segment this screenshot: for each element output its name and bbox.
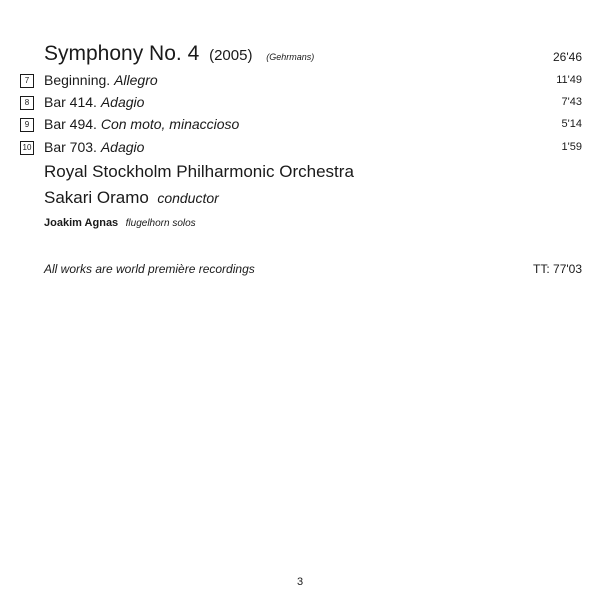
track-title [44,116,239,132]
track-row [20,139,582,157]
work-title: Symphony No. 4 [44,42,200,65]
track-duration: 7'43 [561,96,582,108]
conductor-name: Sakari Oramo [44,188,149,207]
work-duration: 26'46 [553,50,582,64]
track-title [44,72,158,88]
recording-note: All works are world première recordings [44,262,255,276]
track-bar: Beginning. [44,72,111,88]
track-bar: Bar 494. [44,116,97,132]
track-title [44,94,144,110]
track-tempo: Adagio [100,94,145,110]
track-row [20,72,582,90]
total-time: TT: 77'03 [533,262,582,276]
work-title-line [44,42,314,66]
work-publisher: (Gehrmans) [266,52,315,62]
track-number-box: 10 [20,141,34,155]
track-bar: Bar 414. [44,94,97,110]
track-duration: 1'59 [561,141,582,153]
track-number-box: 9 [20,118,34,132]
conductor-role: conductor [157,190,219,206]
track-number-box: 8 [20,96,34,110]
orchestra-name: Royal Stockholm Philharmonic Orchestra [44,162,354,181]
track-tempo: Con moto, minaccioso [100,116,240,132]
track-number-box: 7 [20,74,34,88]
soloist-name: Joakim Agnas [44,217,119,229]
track-duration: 5'14 [561,118,582,130]
track-row [20,94,582,112]
track-title [44,139,144,155]
soloist-role: flugelhorn solos [125,218,196,229]
soloist-credit [44,213,196,231]
track-tempo: Adagio [100,139,145,155]
track-tempo: Allegro [114,72,158,88]
track-row [20,116,582,134]
track-duration: 11'49 [556,74,582,86]
work-year: (2005) [209,47,253,64]
track-bar: Bar 703. [44,139,97,155]
page-number: 3 [296,576,304,588]
conductor-credit [44,188,219,208]
work-heading [44,42,582,72]
